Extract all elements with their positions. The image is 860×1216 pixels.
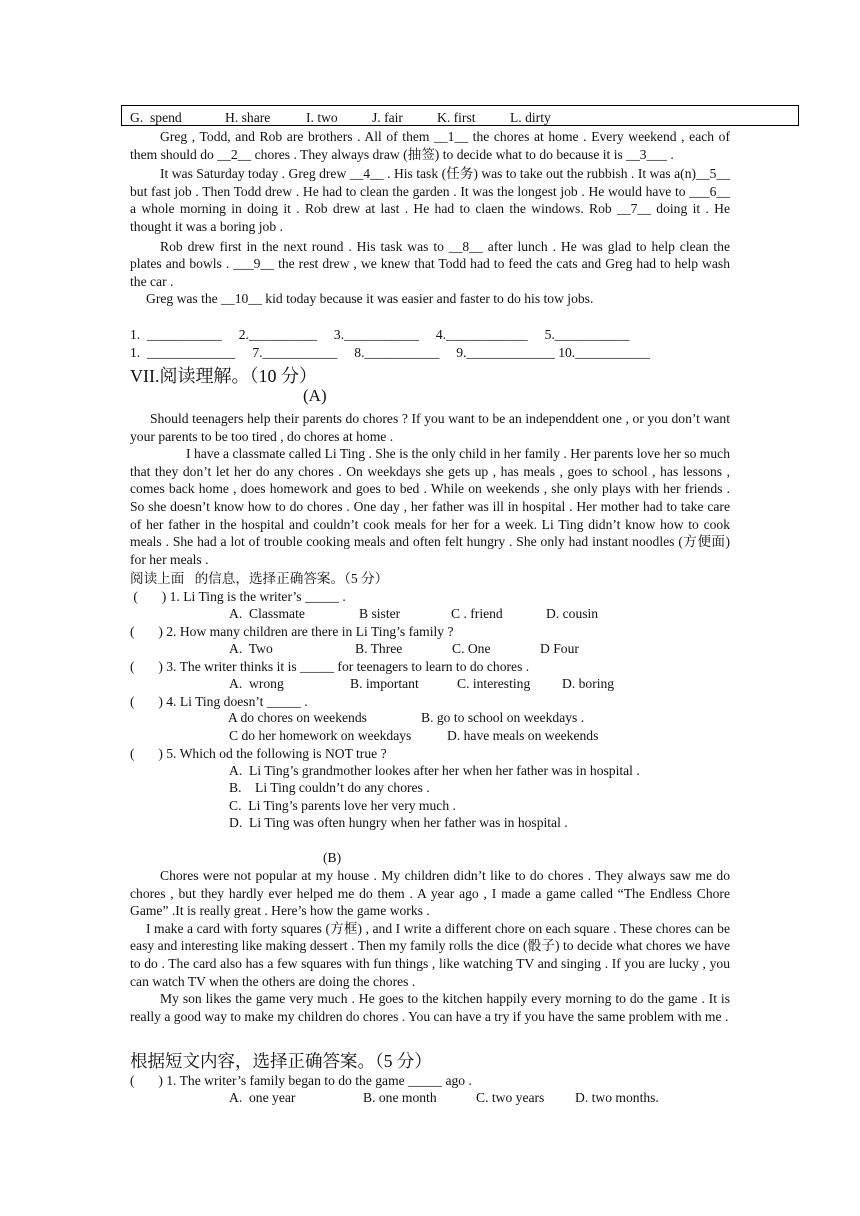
passage-b-paragraph: I make a card with forty squares (方框) , and I write a different chore on each square . These chores can be easy and interesting like making dessert . Then my family rolls the dice (骰子) to decide what chores we have to do . The card also has a few squares with fun things , like watching TV and singing . If you are lucky , you can watch TV when the others are doing the chores .: [130, 920, 730, 989]
cloze-passage: [130, 128, 730, 326]
option: D Four: [540, 641, 579, 656]
section-heading: VII.阅读理解。（10 分）: [130, 366, 317, 386]
option: B. Three: [355, 641, 403, 656]
passage-b-paragraph: My son likes the game very much . He goes to the kitchen happily every morning to do the game . It is really a good way to make my children do chores . You can have a try if you have the same problem with me .: [130, 991, 730, 1024]
option: C. Li Ting’s parents love her very much .: [229, 798, 456, 813]
word-bank-item: G. spend: [130, 110, 182, 125]
cloze-paragraph: Rob drew first in the next round . His task was to __8__ after lunch . He was glad to help clean the plates and bowls . ___9__ the rest drew , we knew that Todd had to feed the cats and Greg had to help wash the car .: [130, 238, 730, 289]
question-stem: ( ) 1. The writer’s family began to do the game _____ ago .: [130, 1073, 472, 1088]
option: A. Two: [229, 641, 273, 656]
option: D. Li Ting was often hungry when her father was in hospital .: [229, 815, 568, 830]
option: B sister: [359, 606, 401, 621]
word-bank-item: L. dirty: [510, 110, 551, 125]
cloze-paragraph: It was Saturday today . Greg drew __4__ . His task (任务) was to take out the rubbish . It was a(n)__5__ but fast job . Then Todd drew . He had to clean the garden . It was the longest job . He would have to ___6__ a whole morning in doing it . Rob drew at last . He had to claen the windows. Rob __7__ doing it . He thought it was a boring job .: [130, 166, 730, 234]
question-stem: ( ) 1. Li Ting is the writer’s _____ .: [130, 589, 346, 604]
option: B. go to school on weekdays .: [421, 710, 585, 725]
option: C. One: [452, 641, 491, 656]
passage-a: [130, 410, 730, 586]
option: D. two months.: [575, 1090, 659, 1105]
question-stem: ( ) 2. How many children are there in Li Ting’s family ?: [130, 624, 454, 639]
word-bank-item: I. two: [306, 110, 338, 125]
option: A. Li Ting’s grandmother lookes after her when her father was in hospital .: [229, 763, 640, 778]
option: B. important: [350, 676, 419, 691]
question-stem: ( ) 5. Which od the following is NOT true ?: [130, 746, 387, 761]
option: A. one year: [229, 1090, 296, 1105]
question-stem: ( ) 3. The writer thinks it is _____ for teenagers to learn to do chores .: [130, 659, 530, 674]
option: B. one month: [363, 1090, 437, 1105]
option: C do her homework on weekdays: [229, 728, 412, 743]
answer-line-1: 1. ___________ 2.__________ 3.___________ 4.____________ 5.___________: [130, 327, 630, 342]
cloze-paragraph: Greg , Todd, and Rob are brothers . All of them __1__ the chores at home . Every weekend , each of them should do __2__ chores . They always draw (抽签) to decide what to do because it is __3___ .: [130, 129, 730, 162]
instruction-a: 阅读上面 的信息，选择正确答案。（5 分）: [130, 571, 389, 586]
option: A. Classmate: [229, 606, 305, 621]
instruction-b: 根据短文内容，选择正确答案。（5 分）: [130, 1051, 432, 1071]
passage-a-paragraph: Should teenagers help their parents do chores ? If you want to be an independdent one , or you don’t want your parents to be too tired , do chores at home .: [130, 411, 730, 444]
passage-a-label: (A): [303, 386, 327, 405]
option: D. have meals on weekends: [447, 728, 599, 743]
cloze-paragraph: Greg was the __10__ kid today because it was easier and faster to do his tow jobs.: [146, 291, 594, 307]
option: C . friend: [451, 606, 503, 621]
word-bank-item: H. share: [225, 110, 271, 125]
passage-a-paragraph: I have a classmate called Li Ting . She is the only child in her family . Her parents love her so much that they don’t let her do any chores . On weekdays she gets up , has meals , goes to school , has lessons , comes back home , does homework and goes to bed . While on weekends , she only plays with her friends . So she doesn’t know how to do chores . One day , her father was ill in hospital . Her mother had to take care of her father in the hospital and couldn’t cook meals for her for a week. Li Ting didn’t know how to cook meals . She had a lot of trouble cooking meals and often felt hungry . She only had instant noodles (方便面) for her meals .: [130, 446, 730, 567]
word-bank-item: K. first: [437, 110, 476, 125]
passage-b: [130, 867, 730, 1043]
option: A. wrong: [229, 676, 284, 691]
option: D. cousin: [546, 606, 599, 621]
word-bank-item: J. fair: [372, 110, 403, 125]
option: C. two years: [476, 1090, 545, 1105]
question-stem: ( ) 4. Li Ting doesn’t _____ .: [130, 694, 308, 709]
passage-b-label: (B): [323, 850, 342, 865]
option: B. Li Ting couldn’t do any chores .: [229, 780, 430, 795]
option: C. interesting: [457, 676, 531, 691]
passage-b-paragraph: Chores were not popular at my house . My children didn’t like to do chores . They always saw me do chores , but they hardly ever helped me do them . A year ago , I made a game called “The Endless Chore Game” .It is really great . Here’s how the game works .: [130, 868, 730, 919]
option: A do chores on weekends: [228, 710, 367, 725]
option: D. boring: [562, 676, 615, 691]
answer-line-2: 1. _____________ 7.___________ 8.___________ 9._____________ 10.___________: [130, 345, 650, 360]
